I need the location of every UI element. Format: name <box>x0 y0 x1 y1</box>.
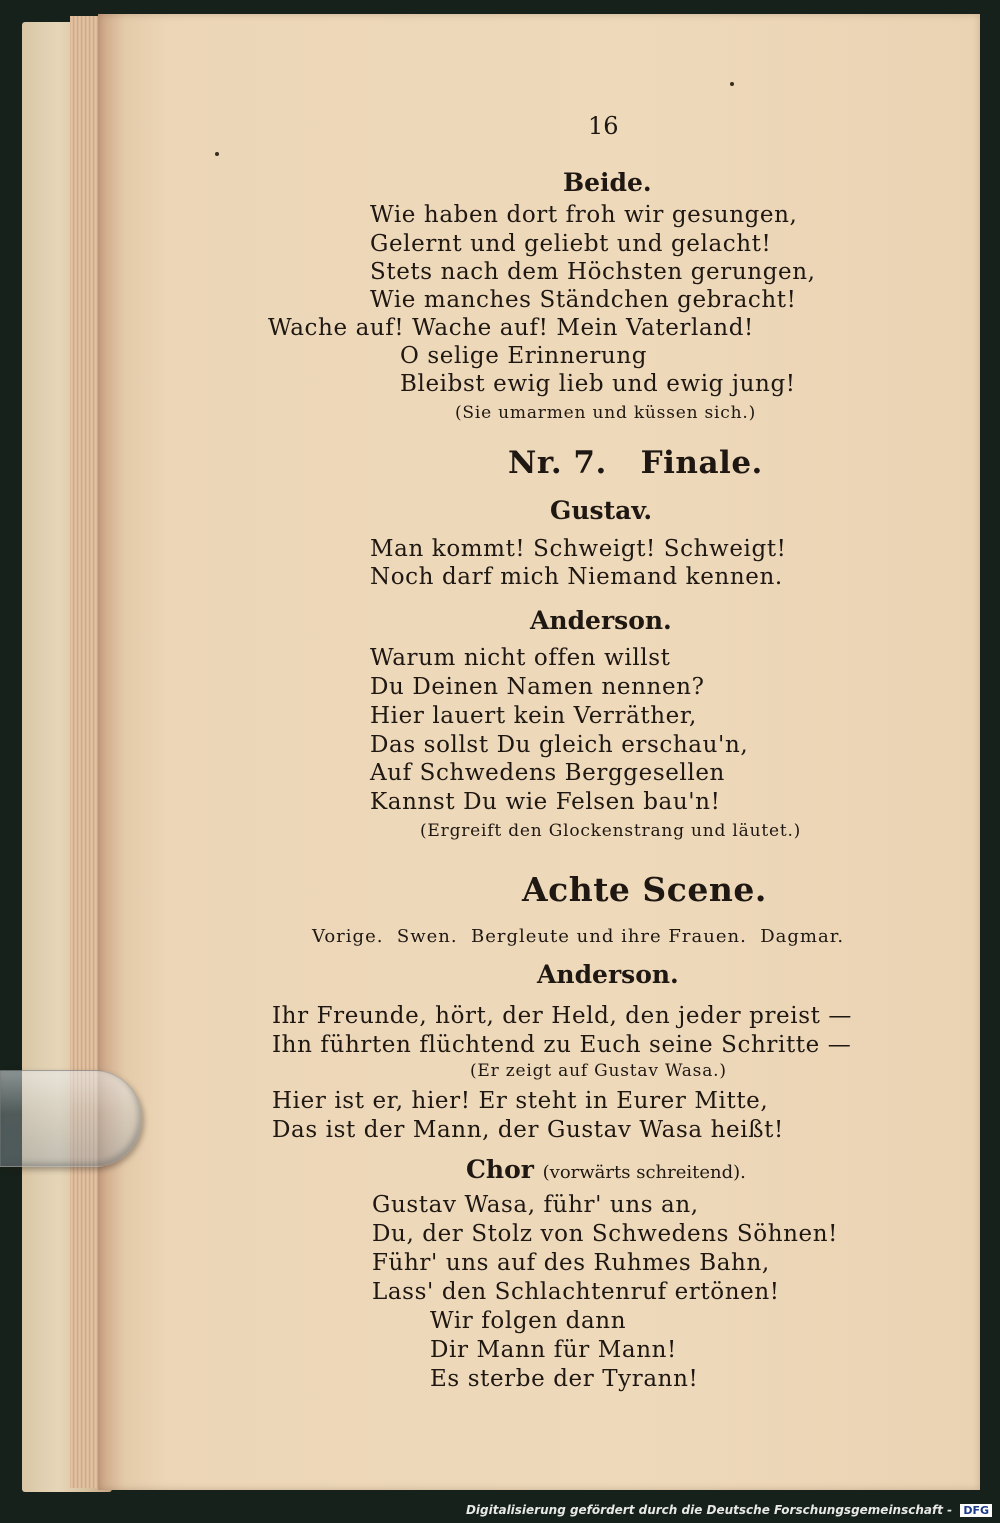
verse-line: Das sollst Du gleich erschau'n, <box>370 732 749 758</box>
cast-list: Vorige. Swen. Bergleute und ihre Frauen. Dagmar. <box>312 926 845 947</box>
verse-line: Wie manches Ständchen gebracht! <box>370 287 797 313</box>
verse-line: Es sterbe der Tyrann! <box>430 1366 699 1392</box>
verse-line: Man kommt! Schweigt! Schweigt! <box>370 536 787 562</box>
verse-line: Noch darf mich Niemand kennen. <box>370 564 783 590</box>
verse-line: Wache auf! Wache auf! Mein Vaterland! <box>268 315 754 341</box>
verse-line: Hier ist er, hier! Er steht in Eurer Mitte, <box>272 1088 769 1114</box>
speaker-anderson: Anderson. <box>537 960 679 989</box>
speaker-beide: Beide. <box>563 168 652 197</box>
verse-line: Dir Mann für Mann! <box>430 1337 677 1363</box>
credit-text: Digitalisierung gefördert durch die Deutsche Forschungsgemeinschaft - <box>465 1503 953 1517</box>
verse-line: Du, der Stolz von Schwedens Söhnen! <box>372 1221 839 1247</box>
speaker-chor <box>466 1155 746 1184</box>
verse-line: Auf Schwedens Berggesellen <box>370 760 725 786</box>
verse-line: Gelernt und geliebt und gelacht! <box>370 231 772 257</box>
verse-line: Führ' uns auf des Ruhmes Bahn, <box>372 1250 770 1276</box>
speaker-chor-note: (vorwärts schreitend). <box>542 1162 746 1183</box>
verse-line: Wie haben dort froh wir gesungen, <box>370 202 798 228</box>
verse-line: Kannst Du wie Felsen bau'n! <box>370 789 721 815</box>
verse-line: Das ist der Mann, der Gustav Wasa heißt! <box>272 1117 784 1143</box>
verse-line: Hier lauert kein Verräther, <box>370 703 697 729</box>
page-clip <box>0 1070 142 1167</box>
speck <box>215 152 219 156</box>
speaker-anderson: Anderson. <box>530 606 672 635</box>
verse-line: Stets nach dem Höchsten gerungen, <box>370 259 816 285</box>
verse-line: Wir folgen dann <box>430 1308 627 1334</box>
speck <box>730 82 734 86</box>
digitization-credit <box>466 1503 992 1517</box>
verse-line: O selige Erinnerung <box>400 343 648 369</box>
scene-title: Achte Scene. <box>522 870 767 909</box>
stage-direction: (Sie umarmen und küssen sich.) <box>455 403 757 423</box>
dfg-logo: DFG <box>960 1504 992 1517</box>
verse-line: Ihr Freunde, hört, der Held, den jeder preist — <box>272 1003 852 1029</box>
page-number: 16 <box>588 112 619 140</box>
verse-line: Ihn führten flüchtend zu Euch seine Schritte — <box>272 1032 852 1058</box>
page-stack <box>70 16 100 1488</box>
verse-line: Bleibst ewig lieb und ewig jung! <box>400 371 796 397</box>
speaker-chor-name: Chor <box>466 1155 534 1184</box>
verse-line: Du Deinen Namen nennen? <box>370 674 705 700</box>
verse-line: Gustav Wasa, führ' uns an, <box>372 1192 699 1218</box>
stage-direction: (Er zeigt auf Gustav Wasa.) <box>470 1061 727 1081</box>
verse-line: Lass' den Schlachtenruf ertönen! <box>372 1279 780 1305</box>
speaker-gustav: Gustav. <box>550 496 653 525</box>
number-title: Nr. 7. Finale. <box>508 445 763 481</box>
verse-line: Warum nicht offen willst <box>370 645 671 671</box>
stage-direction: (Ergreift den Glockenstrang und läutet.) <box>420 821 802 841</box>
